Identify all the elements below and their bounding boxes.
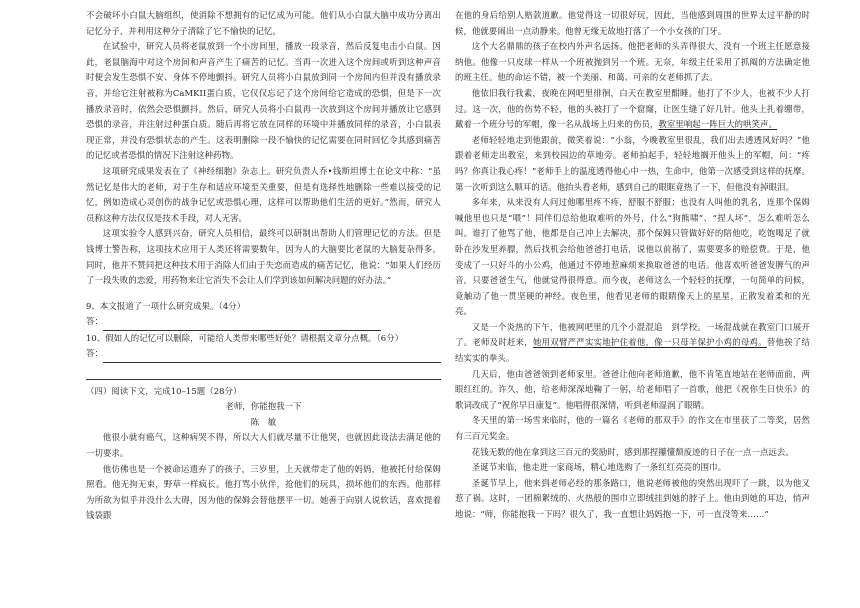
article-paragraph: 不会破坏小白鼠大脑组织，使消除不想拥有的记忆成为可能。他们从小白鼠大脑中成功分离出记忆分子，并利用这种分子清除了它不愉快的记忆。 xyxy=(86,10,441,36)
story-paragraph: 这个大名鼎鼎的孩子在校内外声名远扬。他把老师的头弄得很大，没有一个班主任愿意接纳他。他像一只皮球一样从一个班被抛到另一个班。无奈，年级主任采用了抓阄的方法确定他的班主任。他的命运不错，被一个美丽、和蔼、可亲的女老师抓了去。 xyxy=(455,41,810,83)
underlined-sentence: 她用双臂严严实实地护住着他，像一只母羊保护小鸡的母鸡。 xyxy=(532,337,767,348)
story-paragraph xyxy=(455,320,810,367)
story-paragraph: 圣诞节早上，他来到老师必经的那条路口，他说老师被他的突然出现吓了一跳，以为他又惹了祸。这时，一团棉絮绒的、火热般的围巾立即绒挂到她的脖子上。他由到她的耳边，悄声地说：“师，你能抱我一下吗？很久了，我一直想让妈妈抱一下，可一直没等来……” xyxy=(455,477,810,519)
right-column xyxy=(455,8,810,523)
story-paragraph: 几天后，他由爸爸领到老师家里。爸爸让他向老师道歉，他不肯笔直地站在老师面前，两眼红红的。许久，他，给老师深深地鞠了一躬，给老师唱了一首歌，他把《祝你生日快乐》的歌词改成了“祝你早日康复”。他唱得很深情，听到老师湿润了眼睛。 xyxy=(455,368,810,410)
spacer xyxy=(86,289,441,299)
story-text: 又是一个炎热的下午，他被网吧里的几个小混混追 到学校。一场混战就在教室门口展开了。老师及时赶来， xyxy=(455,321,810,348)
answer-line-9[interactable] xyxy=(103,314,381,331)
story-text: 他依旧我行我素，夜晚在网吧里徘徊，白天在教室里酣睡。他打了不少人，也被不少人打过。这一次，他的伤势不轻，他的头被打了一个窟窿，让医生缝了好几针。他头上扎着绷带，戴着一个班分号的军帽，像一名从战场上归来的伤员， xyxy=(455,87,810,130)
article-paragraph: 这项实验令人感到兴奋，研究人员相信，最终可以研制出帮助人们管理记忆的方法。但是钱博士警告称，这项技术应用于人类还将需要数年，因为人的大脑要比老鼠的大脑复杂得多。同时，他并不赞同把这种技术用于消除人们由于失恋而造成的痛苦记忆，他说：“如果人们经历了一段失败的恋爱，用药物来让它消失不会让人们学到该如何解决问题的好办法。” xyxy=(86,228,441,286)
answer-label: 答： xyxy=(86,348,103,359)
story-paragraph: 花钱无数的他在拿到这三百元的奖励时，感到那捏攥懂颓废迹的日子在一点一点远去。 xyxy=(471,446,794,457)
answer-line-10b[interactable] xyxy=(86,363,441,380)
left-column xyxy=(86,8,441,524)
story-paragraph: 他仿佛也是一个被命运遗弃了的孩子，三岁里，上天就带走了他的妈妈，他被托付给保姆照看。他无拘无束，野草一样疯长。他打骂小伙伴，抢他们的玩具，损坏他们的东西。他那样为所欲为似乎并没什么大碍，因为他的保姆会替他摆平一切。她善于向别人说软话，喜欢提着钱袋跟 xyxy=(86,463,441,521)
story-paragraph: 老师轻轻地走到他跟前，微笑着说：“小翁，今晚教室里很乱，我们出去透透风好吗？”他跟着老师走出教室，来到校园边的草地旁。老师拍起手，轻轻地搁开他头上的军帽，问：“疼吗？你真让我心疼！”老师手上的温度透得他心中一热，生命中，他第一次感受到这样的抚摩。第一次听到这么顺耳的话。他抬头看老师，感到自己的眼眶竟热了一下，但他没有掉眼泪。 xyxy=(455,134,810,192)
story-paragraph: 多年来，从来没有人问过他哪里疼不疼，舒服不舒服；也没有人叫他的乳名，连那个保姆喊他里也只是“喂”！同伴们总给他取难听的外号，什么“狗熊啸”、“捏人坏”，怎么难听怎么叫。谁打了他骂了他，他都是自己冲上去解决，那个保姆只管做好好的陪他吃，吃饱喝足了就卧在沙发里养膘，然后找机会给他爸爸打电话，说他以前祸了，需要要多的赔偿费。于是，他变成了一只好斗的小公鸡，他通过不停地惹麻烦来换取爸爸的电话。他喜欢听爸爸发脾气的声音，只要爸爸生气，他就觉得很得意。而今夜，老师这么一个轻轻的抚摩，一句简单的问候，竟触动了他一贯坚硬的神经。夜色里，他看见老师的眼睛像天上的星星，正散发着柔和的光亮。 xyxy=(455,197,810,317)
article-paragraph: 这项研究成果发表在了《神经细胞》杂志上。研究负责人乔•钱斯坦博士在论文中称：“虽然记忆是伟大的老师，对于生存和适应环境至关重要，但是有选择性地删除一些难以接受的记忆，例如造成心灵创伤的战争记忆或恐惧心理，这样可以帮助他们生活的更好。”然而，研究人员称这种方法仅仅是技术手段，对人无害。 xyxy=(86,165,441,223)
answer-row xyxy=(86,314,441,331)
answer-row xyxy=(86,346,441,363)
story-title: 老师，你能抱我一下 xyxy=(225,401,302,412)
question-9: 9、本文报道了一项什么研究成果。（4分） xyxy=(86,300,246,311)
article-paragraph: 在试验中，研究人员将老鼠放到一个小房间里，播放一段录音，然后反复电击小白鼠。因此，老鼠脑海中对这个房间和声音产生了痛苦的记忆。当再一次进入这个房间或听到这种声音时便会发生恐惧不安、身体不停地颤抖。研究人员将小白鼠放到同一个房间内但并没有播放录音，并给它注射被称为CaMKII蛋白质，它仅仅忘记了这个房间给它造成的恐惧，但是下一次播放录音时，依然会恐惧颤抖。然后，研究人员将小白鼠再一次放到这个房间并播放让它感到恐惧的录音，并注射过种蛋白质。随后再将它放在同样的环境中并播放同样的录音，小白鼠表现正常，并没有恐惧状态的产生。这表明删除一段不愉快的记忆需要在同时回忆令其感到痛苦的记忆或者恐惧的情况下注射这种药物。 xyxy=(86,41,441,161)
section-heading: （四）阅读下文，完成10–15题（28分） xyxy=(86,385,242,396)
question-10: 10、假如人的记忆可以删除，可能给人类带来哪些好处？请根据文章分点概。（6分） xyxy=(86,332,404,343)
story-paragraph: 冬天里的第一场雪来临时，他的一篇名《老师的那双手》的作文在市里获了二等奖，居然有三百元奖金。 xyxy=(455,415,810,442)
underlined-sentence: 教室里响起一阵巨大的哄笑声。 xyxy=(658,119,778,130)
story-paragraph xyxy=(455,86,810,133)
story-paragraph: 他很小就有癌气，这种病哭不得，所以大人们就尽量不让他哭，也就因此设法去满足他的一切要求。 xyxy=(86,432,441,459)
answer-line-10a[interactable] xyxy=(103,346,441,363)
story-text: 替他挨了结结实实的拳头。 xyxy=(455,337,811,364)
story-paragraph: 在他的身后给别人赔款道歉。他觉得这一切很好玩，因此，当他感到周围的世界太过平静的时候，他就要闹出一点动静来。他曾无缘无故地打落了一个小女孩的门牙。 xyxy=(455,10,810,36)
answer-label: 答： xyxy=(86,316,103,327)
story-paragraph: 圣诞节来临，他走进一家商场，精心地选购了一条红红亮亮的围巾。 xyxy=(471,462,727,473)
story-author: 陈 敏 xyxy=(250,416,277,427)
